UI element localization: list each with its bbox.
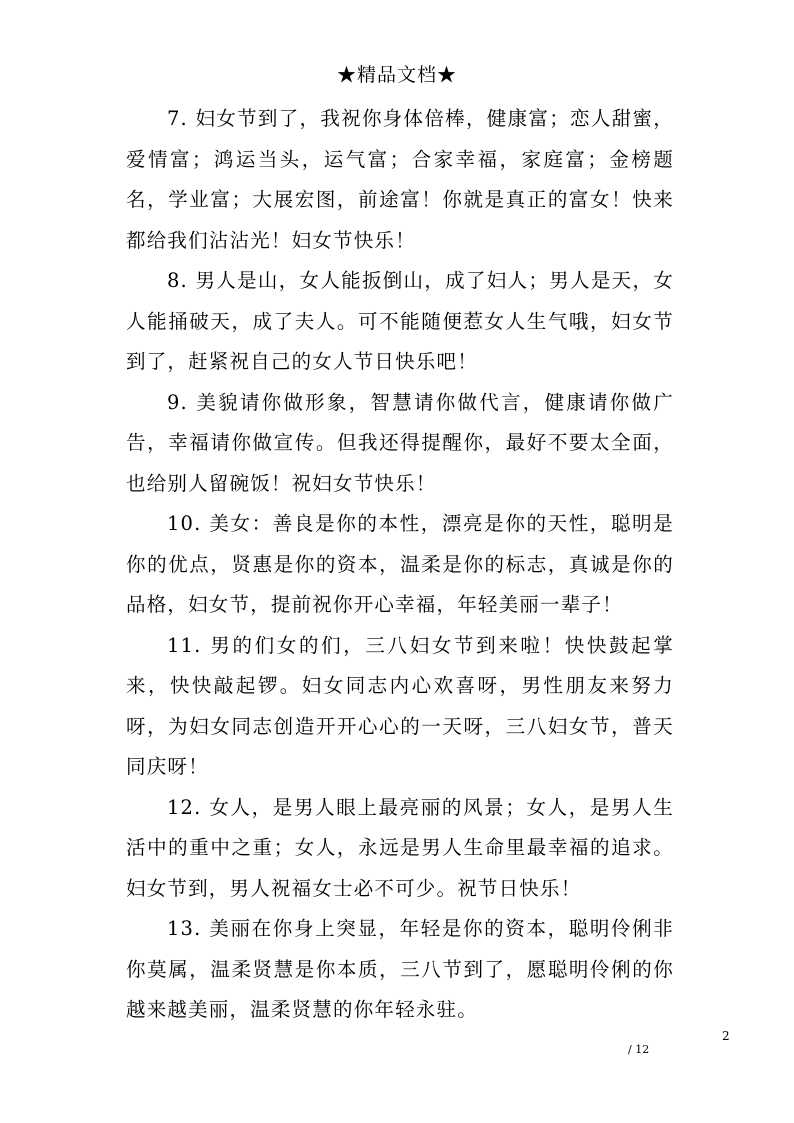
paragraph-8: 8. 男人是山，女人能扳倒山，成了妇人；男人是天，女人能捅破天，成了夫人。可不能随便惹女人生气哦，妇女节到了，赶紧祝自己的女人节日快乐吧！ bbox=[126, 269, 674, 373]
paragraph-12: 12. 女人，是男人眼上最亮丽的风景；女人，是男人生活中的重中之重；女人，永远是男人生命里最幸福的追求。妇女节到，男人祝福女士必不可少。祝节日快乐！ bbox=[126, 795, 674, 900]
page-number: 2 bbox=[722, 1029, 730, 1043]
paragraph-10: 10. 美女：善良是你的本性，漂亮是你的天性，聪明是你的优点，贤惠是你的资本，温柔是你的标志，真诚是你的品格，妇女节，提前祝你开心幸福，年轻美丽一辈子！ bbox=[126, 512, 674, 616]
paragraph-11: 11. 男的们女的们，三八妇女节到来啦！快快鼓起掌来，快快敲起锣。妇女同志内心欢喜呀，男性朋友来努力呀，为妇女同志创造开开心心的一天呀，三八妇女节，普天同庆呀！ bbox=[126, 633, 674, 778]
document-body bbox=[126, 99, 674, 1031]
page-total: / 12 bbox=[628, 1043, 650, 1056]
paragraph-9: 9. 美貌请你做形象，智慧请你做代言，健康请你做广告，幸福请你做宣传。但我还得提醒你，最好不要太全面，也给别人留碗饭！祝妇女节快乐！ bbox=[126, 390, 674, 495]
page-header-title: ★精品文档★ bbox=[336, 64, 457, 86]
paragraph-7: 7. 妇女节到了，我祝你身体倍棒，健康富；恋人甜蜜，爱情富；鸿运当头，运气富；合家幸福，家庭富；金榜题名，学业富；大展宏图，前途富！你就是真正的富女！快来都给我们沾沾光！妇女节快乐！ bbox=[126, 107, 674, 252]
paragraph-13: 13. 美丽在你身上突显，年轻是你的资本，聪明伶俐非你莫属，温柔贤慧是你本质，三八节到了，愿聪明伶俐的你越来越美丽，温柔贤慧的你年轻永驻。 bbox=[126, 917, 674, 1021]
